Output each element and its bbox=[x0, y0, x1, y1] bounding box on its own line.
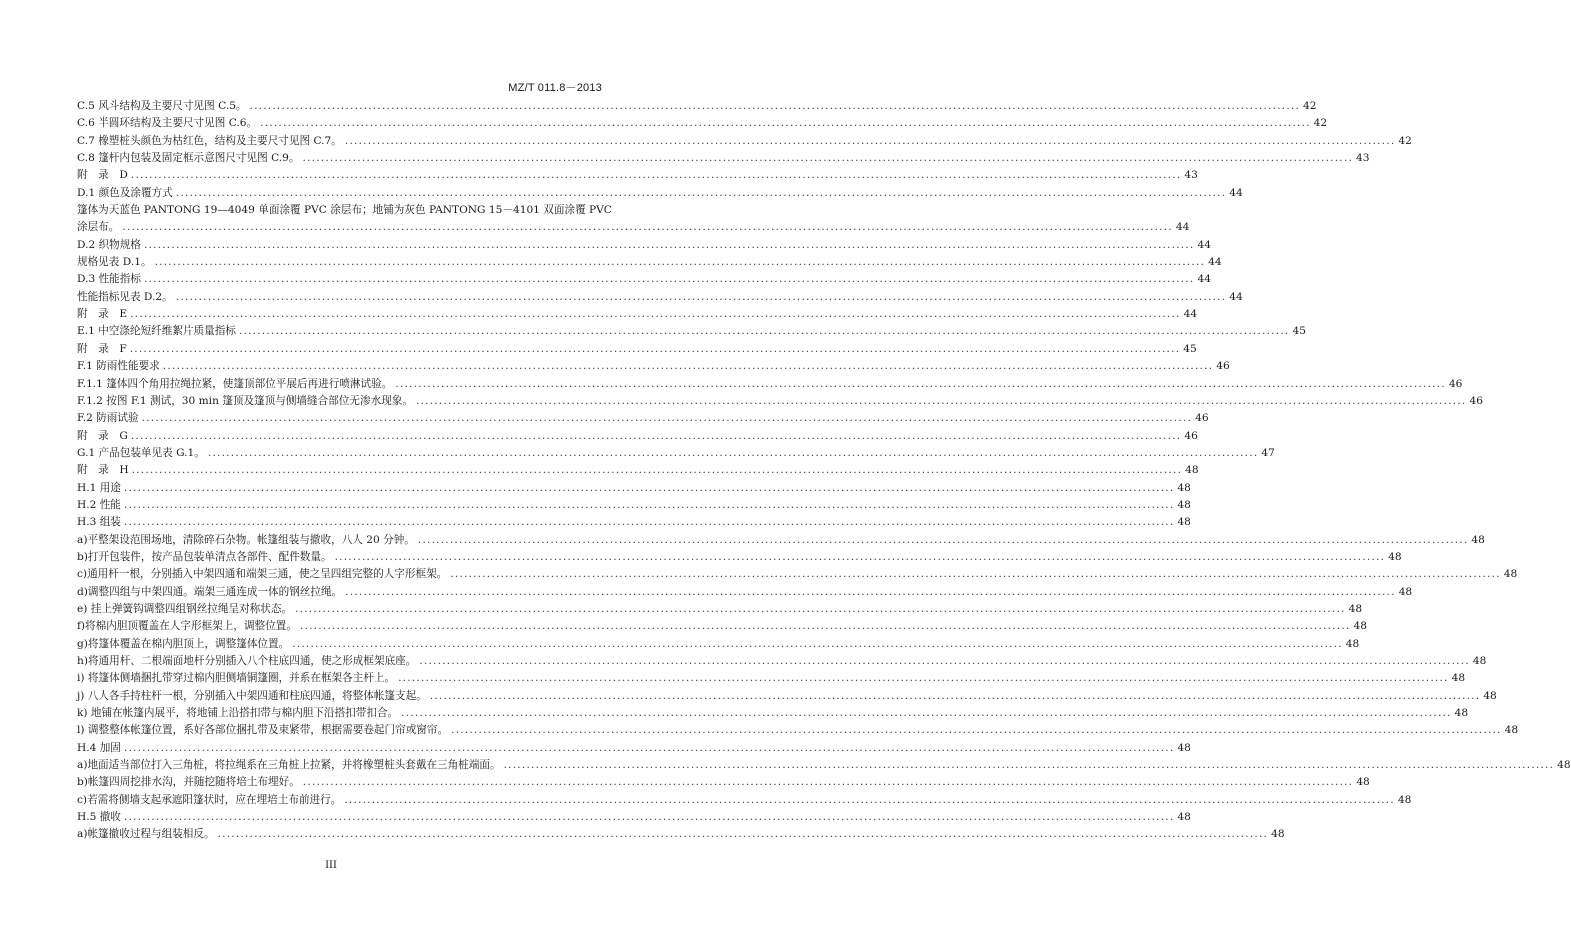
toc-entry-page: 44 bbox=[1183, 308, 1198, 321]
toc-entry-page: 46 bbox=[1469, 394, 1483, 407]
toc-entry-title: a)地面适当部位打入三角桩，将拉绳系在三角桩上拉紧，并将橡塑桩头套戴在三角桩端面。 bbox=[77, 759, 501, 772]
toc-entry[interactable] bbox=[77, 514, 1191, 531]
toc-entry[interactable] bbox=[77, 792, 1412, 809]
toc-entry-page: 45 bbox=[1183, 342, 1197, 355]
toc-dot-leader bbox=[295, 601, 1346, 618]
toc-entry[interactable] bbox=[77, 289, 1243, 306]
toc-entry-title: H.3 组装 bbox=[77, 516, 121, 529]
toc-entry-page: 42 bbox=[1398, 134, 1412, 147]
toc-dot-leader bbox=[155, 254, 1206, 271]
toc-dot-leader bbox=[303, 774, 1354, 791]
toc-entry-title: c)通用杆一根，分别插入中架四通和端架三通，使之呈四组完整的人字形框架。 bbox=[77, 568, 448, 581]
toc-entry[interactable] bbox=[77, 237, 1211, 254]
toc-entry-page: 43 bbox=[1184, 169, 1198, 182]
toc-entry[interactable] bbox=[77, 133, 1412, 150]
toc-entry-page: 48 bbox=[1356, 776, 1370, 789]
toc-entry-page: 44 bbox=[1197, 273, 1211, 286]
toc-dot-leader bbox=[144, 237, 1195, 254]
toc-entry-title: f)将棉内胆顶覆盖在人字形框架上，调整位置。 bbox=[77, 620, 297, 633]
toc-entry-page: 48 bbox=[1398, 585, 1413, 598]
toc-dot-leader bbox=[124, 480, 1175, 497]
toc-entry-page: 48 bbox=[1397, 793, 1412, 806]
toc-entry-page: 42 bbox=[1303, 100, 1317, 112]
toc-entry-page: 46 bbox=[1195, 412, 1209, 425]
toc-dot-leader bbox=[303, 150, 1354, 167]
toc-dot-leader bbox=[416, 393, 1467, 410]
toc-dot-leader bbox=[131, 428, 1182, 445]
toc-dot-leader bbox=[450, 566, 1501, 583]
toc-dot-leader bbox=[430, 688, 1481, 705]
toc-dot-leader bbox=[250, 98, 1301, 115]
toc-entry-page: 48 bbox=[1177, 741, 1191, 754]
toc-entry-title: j) 八人各手持柱杆一根，分别插入中架四通和柱底四通，将整体帐篷支起。 bbox=[77, 689, 427, 702]
toc-entry-title: D.2 织物规格 bbox=[77, 238, 141, 251]
toc-dot-leader bbox=[144, 271, 1195, 288]
toc-dot-leader bbox=[176, 289, 1227, 306]
toc-entry[interactable] bbox=[77, 167, 1198, 184]
toc-entry-page: 48 bbox=[1388, 550, 1402, 563]
toc-entry[interactable] bbox=[77, 306, 1198, 323]
toc-dot-leader bbox=[344, 792, 1395, 809]
toc-entry[interactable] bbox=[77, 462, 1199, 479]
toc-entry[interactable] bbox=[77, 358, 1230, 375]
toc-entry-page: 48 bbox=[1177, 481, 1191, 494]
toc-entry-title: a)平整架设范围场地，清除碎石杂物。帐篷组装与撤收，八人 20 分钟。 bbox=[77, 533, 415, 546]
toc-entry-title: E.1 中空涤纶短纤维絮片质量指标 bbox=[77, 325, 236, 338]
toc-entry-title: D.3 性能指标 bbox=[77, 273, 141, 286]
toc-entry[interactable] bbox=[77, 636, 1360, 653]
toc-entry[interactable] bbox=[77, 98, 1317, 115]
toc-entry-title: h)将通用杆、二根端面地杆分别插入八个柱底四通，使之形成框架底座。 bbox=[77, 655, 417, 667]
toc-dot-leader bbox=[335, 549, 1386, 566]
toc-entry-page: 48 bbox=[1353, 620, 1367, 633]
toc-entry-title: H.2 性能 bbox=[77, 498, 121, 511]
toc-entry-title: 性能指标见表 D.2。 bbox=[77, 290, 173, 303]
toc-entry-page: 48 bbox=[1451, 672, 1466, 685]
toc-entry[interactable] bbox=[77, 150, 1370, 167]
toc-entry-title: 涂层布。 bbox=[77, 221, 120, 234]
toc-entry[interactable] bbox=[77, 809, 1191, 826]
toc-entry-page: 48 bbox=[1454, 707, 1469, 720]
toc-entry-page: 48 bbox=[1348, 602, 1363, 615]
toc-entry-page: 48 bbox=[1471, 533, 1485, 546]
toc-entry-title: F.1 防雨性能要求 bbox=[77, 360, 160, 373]
toc-entry-page: 44 bbox=[1229, 186, 1243, 199]
toc-entry-title: 附 录 G bbox=[77, 429, 128, 442]
toc-entry[interactable] bbox=[77, 271, 1211, 288]
toc-entry-title: 附 录 F bbox=[77, 342, 127, 355]
toc-entry-title: D.1 颜色及涂覆方式 bbox=[77, 186, 173, 199]
toc-dot-leader bbox=[504, 757, 1555, 774]
toc-entry[interactable] bbox=[77, 584, 1413, 601]
toc-entry[interactable] bbox=[77, 497, 1191, 514]
toc-entry[interactable] bbox=[77, 670, 1466, 687]
toc-entry-page: 43 bbox=[1356, 152, 1370, 165]
toc-entry-title: 附 录 E bbox=[77, 308, 128, 321]
toc-entry[interactable] bbox=[77, 323, 1306, 340]
toc-entry-title: k) 地铺在帐篷内展平，将地铺上沿搭扣带与棉内胆下沿搭扣带扣合。 bbox=[77, 707, 399, 720]
toc-dot-leader bbox=[124, 740, 1175, 757]
toc-dot-leader bbox=[239, 323, 1290, 340]
toc-entry-page: 48 bbox=[1177, 498, 1191, 511]
toc-entry[interactable] bbox=[77, 219, 1190, 236]
toc-entry[interactable] bbox=[77, 566, 1518, 583]
toc-entry[interactable] bbox=[77, 410, 1209, 427]
toc-entry-page: 47 bbox=[1261, 446, 1275, 459]
toc-dot-leader bbox=[218, 826, 1269, 843]
toc-dot-leader bbox=[122, 219, 1173, 236]
toc-dot-leader bbox=[260, 115, 1311, 132]
toc-dot-leader bbox=[345, 133, 1396, 150]
toc-entry-title: H.1 用途 bbox=[77, 481, 121, 494]
toc-dot-leader bbox=[124, 497, 1175, 514]
toc-entry-title: H.4 加固 bbox=[77, 741, 121, 754]
toc-entry[interactable] bbox=[77, 740, 1191, 757]
toc-entry-title: G.1 产品包装单见表 G.1。 bbox=[77, 446, 205, 459]
toc-entry[interactable] bbox=[77, 653, 1487, 670]
toc-dot-leader bbox=[395, 376, 1446, 393]
toc-dot-leader bbox=[142, 410, 1193, 427]
toc-entry-page: 48 bbox=[1177, 811, 1191, 824]
toc-entry[interactable] bbox=[77, 341, 1197, 358]
toc-entry-title: C.6 半圆环结构及主要尺寸见图 C.6。 bbox=[77, 117, 258, 130]
toc-entry-title: F.1.2 按图 F.1 测试，30 min 篷顶及篷顶与侧墙缝合部位无渗水现象。 bbox=[77, 394, 413, 407]
toc-entry-page: 46 bbox=[1216, 360, 1230, 373]
toc-entry-page: 46 bbox=[1184, 429, 1198, 442]
toc-entry-title: 附 录 D bbox=[77, 169, 128, 182]
toc-entry-title: c)若需将侧墙支起承遮阳篷状时，应在埋培土布前进行。 bbox=[77, 793, 342, 806]
standard-code-header: MZ/T 011.8－2013 bbox=[508, 82, 602, 94]
toc-dot-leader bbox=[401, 705, 1452, 722]
toc-entry[interactable] bbox=[77, 601, 1363, 618]
toc-entry-page: 48 bbox=[1483, 689, 1497, 702]
toc-entry-title: F.2 防雨试验 bbox=[77, 412, 139, 425]
toc-entry-title: i) 将篷体侧墙捆扎带穿过棉内胆侧墙铜篷圈，并系在框架各主杆上。 bbox=[77, 672, 396, 685]
toc-entry-page: 48 bbox=[1271, 828, 1285, 841]
toc-entry-page: 44 bbox=[1175, 221, 1190, 234]
toc-dot-leader bbox=[398, 670, 1449, 687]
toc-entry[interactable] bbox=[77, 428, 1198, 445]
toc-dot-leader bbox=[345, 584, 1396, 601]
toc-entry-page: 48 bbox=[1503, 568, 1518, 581]
toc-entry-title: C.8 篷杆内包装及固定框示意图尺寸见图 C.9。 bbox=[77, 152, 300, 165]
toc-entry-title: 规格见表 D.1。 bbox=[77, 256, 152, 269]
toc-dot-leader bbox=[124, 809, 1175, 826]
toc-entry[interactable] bbox=[77, 774, 1370, 791]
page-number-footer: III bbox=[325, 860, 337, 871]
toc-entry-title: l) 调整整体帐篷位置，系好各部位捆扎带及束紧带，根据需要卷起门帘或窗帘。 bbox=[77, 724, 449, 737]
toc-entry[interactable] bbox=[77, 722, 1519, 739]
toc-entry-page: 42 bbox=[1313, 117, 1328, 130]
toc-dot-leader bbox=[300, 618, 1351, 635]
toc-entry-page: 46 bbox=[1448, 377, 1463, 390]
toc-entry-title: e) 挂上弹簧钩调整四组钢丝拉绳呈对称状态。 bbox=[77, 602, 293, 615]
toc-entry[interactable] bbox=[77, 376, 1463, 393]
toc-entry-title: d)调整四组与中架四通。端架三通连成一体的钢丝拉绳。 bbox=[77, 585, 343, 598]
toc-entry[interactable] bbox=[77, 393, 1483, 410]
table-of-contents bbox=[77, 98, 1571, 844]
toc-dot-leader bbox=[163, 358, 1214, 375]
toc-entry-title: F.1.1 篷体四个角用拉绳拉紧，使篷顶部位平展后再进行喷淋试验。 bbox=[77, 377, 393, 390]
toc-entry-page: 48 bbox=[1345, 637, 1360, 650]
toc-entry-page: 48 bbox=[1472, 655, 1487, 667]
toc-entry-title: b)打开包装件，按产品包装单清点各部件、配件数量。 bbox=[77, 550, 332, 563]
toc-entry-title: H.5 撤收 bbox=[77, 811, 121, 824]
toc-dot-leader bbox=[132, 462, 1183, 479]
toc-entry[interactable] bbox=[77, 618, 1367, 635]
toc-entry-page: 44 bbox=[1229, 290, 1243, 303]
toc-entry-page: 48 bbox=[1177, 516, 1191, 529]
toc-entry-page: 48 bbox=[1504, 724, 1519, 737]
toc-entry[interactable] bbox=[77, 185, 1243, 202]
toc-entry[interactable] bbox=[77, 445, 1275, 462]
toc-entry-page: 45 bbox=[1292, 325, 1306, 338]
toc-dot-leader bbox=[130, 306, 1181, 323]
toc-entry[interactable] bbox=[77, 688, 1497, 705]
toc-dot-leader bbox=[451, 722, 1502, 739]
toc-entry[interactable] bbox=[77, 826, 1285, 843]
toc-entry-title: b)帐篷四周挖排水沟，并随挖随将培土布埋好。 bbox=[77, 776, 300, 789]
toc-entry[interactable] bbox=[77, 115, 1328, 132]
toc-dot-leader bbox=[419, 653, 1470, 670]
toc-dot-leader bbox=[208, 445, 1259, 462]
toc-dot-leader bbox=[176, 185, 1227, 202]
toc-entry[interactable] bbox=[77, 202, 612, 219]
toc-entry-page: 44 bbox=[1197, 238, 1211, 251]
toc-dot-leader bbox=[292, 636, 1343, 653]
toc-entry-title: 篷体为天蓝色 PANTONG 19—4049 单面涂覆 PVC 涂层布；地铺为灰色 PANTONG 15－4101 双面涂覆 PVC bbox=[77, 204, 612, 217]
toc-dot-leader bbox=[418, 532, 1469, 549]
toc-entry-title: g)将篷体覆盖在棉内胆顶上，调整篷体位置。 bbox=[77, 637, 290, 650]
toc-entry-title: a)帐篷撤收过程与组装相反。 bbox=[77, 828, 215, 841]
toc-entry-title: C.5 风斗结构及主要尺寸见图 C.5。 bbox=[77, 100, 247, 112]
toc-entry[interactable] bbox=[77, 705, 1469, 722]
toc-entry-title: 附 录 H bbox=[77, 464, 129, 477]
toc-entry[interactable] bbox=[77, 254, 1222, 271]
toc-entry-title: C.7 橡塑桩头颜色为枯红色，结构及主要尺寸见图 C.7。 bbox=[77, 134, 342, 147]
toc-entry-page: 48 bbox=[1185, 464, 1199, 477]
toc-dot-leader bbox=[131, 167, 1182, 184]
toc-entry[interactable] bbox=[77, 532, 1485, 549]
toc-dot-leader bbox=[124, 514, 1175, 531]
toc-dot-leader bbox=[130, 341, 1181, 358]
toc-entry-page: 44 bbox=[1208, 256, 1222, 269]
toc-entry[interactable] bbox=[77, 549, 1402, 566]
toc-entry-page: 48 bbox=[1557, 759, 1571, 772]
toc-entry[interactable] bbox=[77, 757, 1571, 774]
toc-entry[interactable] bbox=[77, 480, 1191, 497]
